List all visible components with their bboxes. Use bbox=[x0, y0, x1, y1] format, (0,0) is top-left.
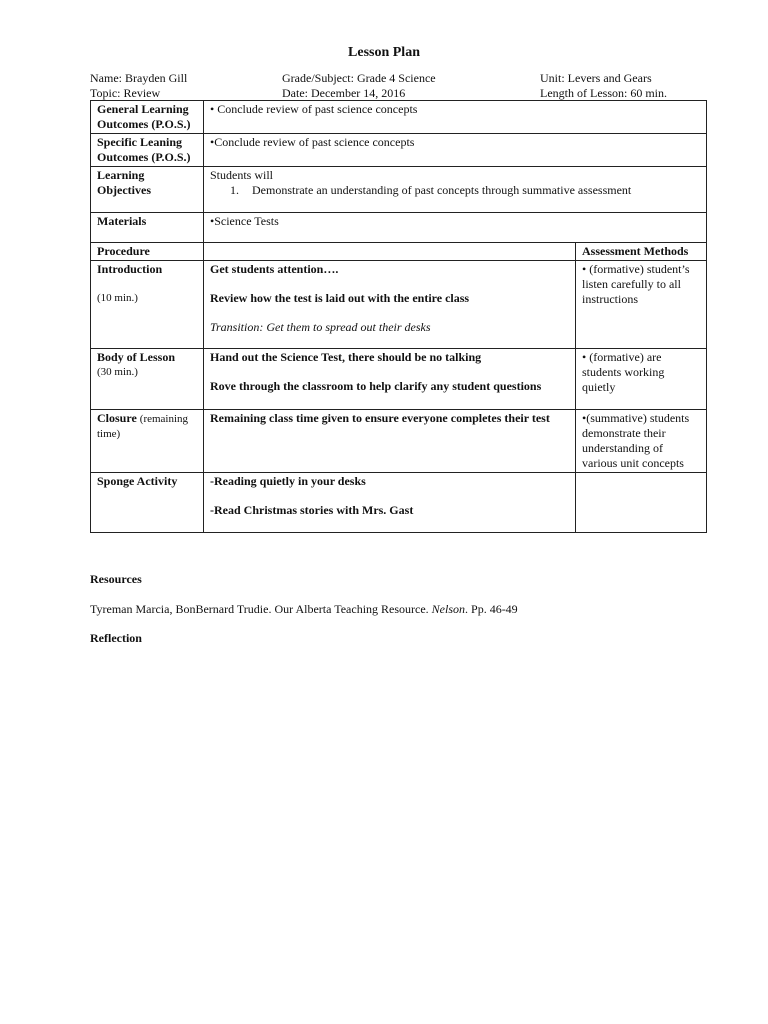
sponge-line-2: -Read Christmas stories with Mrs. Gast bbox=[210, 503, 414, 517]
table-row bbox=[91, 243, 707, 261]
body-activities bbox=[204, 349, 576, 410]
materials-text: •Science Tests bbox=[204, 213, 707, 243]
sponge-activities bbox=[204, 473, 576, 533]
resources-heading: Resources bbox=[90, 572, 142, 586]
lesson-plan-table bbox=[90, 100, 707, 533]
introduction-time: (10 min.) bbox=[97, 292, 138, 304]
table-row bbox=[91, 213, 707, 243]
introduction-label: Introduction bbox=[97, 262, 163, 276]
introduction-assessment: • (formative) student’s listen carefully to all instructions bbox=[576, 261, 707, 349]
body-line-2: Rove through the classroom to help clarify any student questions bbox=[210, 379, 542, 393]
materials-label: Materials bbox=[91, 213, 204, 243]
header-date: Date: December 14, 2016 bbox=[282, 86, 406, 100]
introduction-line-1: Get students attention…. bbox=[210, 262, 339, 276]
closure-cell bbox=[91, 410, 204, 473]
header-length: Length of Lesson: 60 min. bbox=[540, 86, 667, 100]
closure-label: Closure bbox=[97, 411, 137, 425]
body-line-1: Hand out the Science Test, there should be no talking bbox=[210, 350, 482, 364]
page-title: Lesson Plan bbox=[348, 45, 420, 60]
header-name: Name: Brayden Gill bbox=[90, 71, 188, 85]
closure-label-suffix: (remaining time) bbox=[97, 413, 189, 440]
table-row bbox=[91, 134, 707, 167]
table-row bbox=[91, 101, 707, 134]
objectives-intro: Students will bbox=[210, 168, 274, 182]
sponge-activity-label: Sponge Activity bbox=[91, 473, 204, 533]
specific-outcomes-label: Specific Leaning Outcomes (P.O.S.) bbox=[91, 134, 204, 167]
header-unit: Unit: Levers and Gears bbox=[540, 71, 652, 85]
table-row bbox=[91, 261, 707, 349]
body-assessment: • (formative) are students working quietly bbox=[576, 349, 707, 410]
body-of-lesson-label: Body of Lesson bbox=[97, 350, 176, 364]
citation-publisher: Nelson bbox=[431, 602, 466, 616]
learning-objectives-label: Learning Objectives bbox=[91, 167, 204, 213]
body-of-lesson-time: (30 min.) bbox=[97, 366, 138, 378]
objective-item bbox=[210, 183, 700, 198]
general-outcomes-text: • Conclude review of past science concepts bbox=[204, 101, 707, 134]
citation-authors-title: Tyreman Marcia, BonBernard Trudie. Our Alberta Teaching Resource. bbox=[90, 602, 432, 616]
introduction-cell bbox=[91, 261, 204, 349]
specific-outcomes-text: •Conclude review of past science concepts bbox=[204, 134, 707, 167]
assessment-methods-header: Assessment Methods bbox=[576, 243, 707, 261]
table-row bbox=[91, 167, 707, 213]
body-of-lesson-cell bbox=[91, 349, 204, 410]
introduction-line-2: Review how the test is laid out with the entire class bbox=[210, 291, 470, 305]
closure-activities bbox=[204, 410, 576, 473]
objective-text: Demonstrate an understanding of past concepts through summative assessment bbox=[252, 183, 632, 197]
objective-number: 1. bbox=[230, 183, 239, 197]
closure-line-1: Remaining class time given to ensure everyone completes their test bbox=[210, 411, 550, 425]
resource-citation bbox=[90, 602, 518, 617]
table-row bbox=[91, 410, 707, 473]
learning-objectives-cell bbox=[204, 167, 707, 213]
general-outcomes-label: General Learning Outcomes (P.O.S.) bbox=[91, 101, 204, 134]
header-topic: Topic: Review bbox=[90, 86, 161, 100]
table-row bbox=[91, 473, 707, 533]
citation-pages: . Pp. 46-49 bbox=[465, 602, 518, 616]
introduction-transition: Transition: Get them to spread out their desks bbox=[210, 320, 431, 334]
procedure-blank bbox=[204, 243, 576, 261]
introduction-activities bbox=[204, 261, 576, 349]
procedure-header: Procedure bbox=[91, 243, 204, 261]
header-grade-subject: Grade/Subject: Grade 4 Science bbox=[282, 71, 436, 85]
closure-assessment: •(summative) students demonstrate their understanding of various unit concepts bbox=[576, 410, 707, 473]
table-row bbox=[91, 349, 707, 410]
sponge-line-1: -Reading quietly in your desks bbox=[210, 474, 366, 488]
reflection-heading: Reflection bbox=[90, 631, 142, 645]
sponge-assessment bbox=[576, 473, 707, 533]
